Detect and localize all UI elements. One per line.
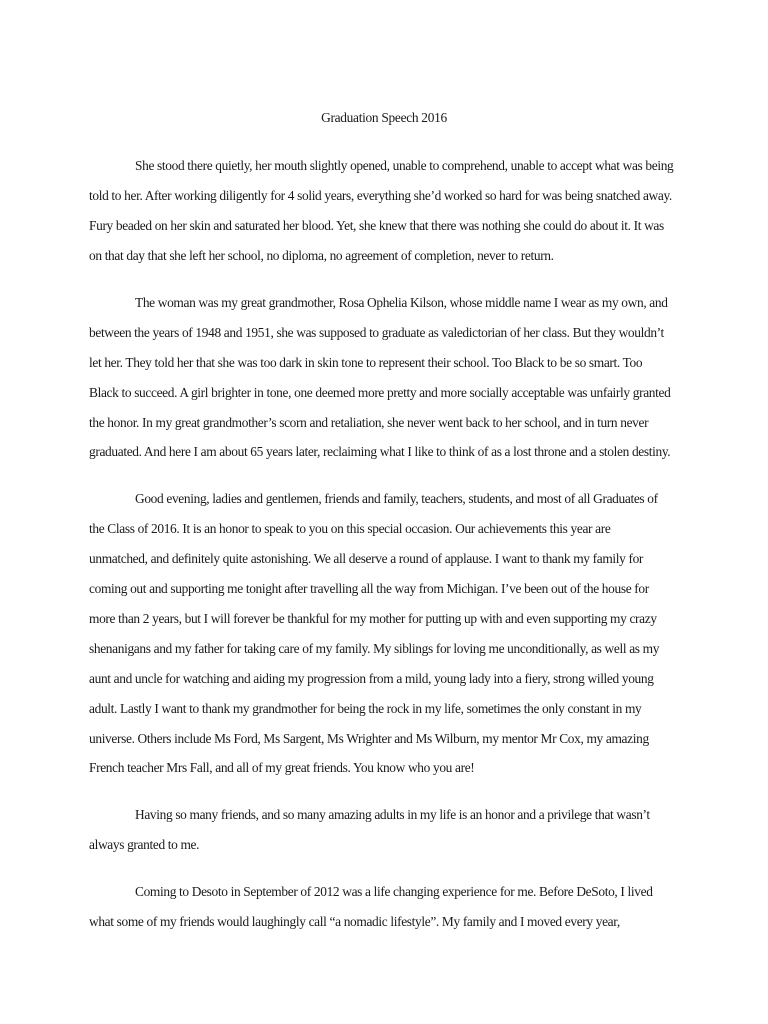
paragraph-2-line-1: The woman was my great grandmother, Rosa Ophelia Kilson, whose middle name I wear as my own, and — [135, 295, 668, 310]
paragraph-3-line-2: the Class of 2016. It is an honor to speak to you on this special occasion. Our achievements this year are — [89, 521, 611, 536]
paragraph-3-line-6: shenanigans and my father for taking care of my family. My siblings for loving me unconditionally, as well as my — [89, 641, 660, 656]
paragraph-3-line-4: coming out and supporting me tonight after travelling all the way from Michigan. I’ve been out of the house for — [89, 581, 649, 596]
paragraph-4-line-2: always granted to me. — [89, 837, 200, 852]
paragraph-3-line-9: universe. Others include Ms Ford, Ms Sargent, Ms Wrighter and Ms Wilburn, my mentor Mr Cox, my amazing — [89, 731, 649, 746]
paragraph-1-line-4: on that day that she left her school, no diploma, no agreement of completion, never to return. — [89, 248, 554, 263]
document-title: Graduation Speech 2016 — [321, 110, 447, 125]
paragraph-3-line-8: adult. Lastly I want to thank my grandmother for being the rock in my life, sometimes the only constant in my — [89, 701, 642, 716]
paragraph-5-line-1: Coming to Desoto in September of 2012 was a life changing experience for me. Before DeSoto, I lived — [135, 884, 653, 899]
paragraph-3-line-1: Good evening, ladies and gentlemen, friends and family, teachers, students, and most of all Graduates of — [135, 491, 658, 506]
paragraph-2-line-5: the honor. In my great grandmother’s scorn and retaliation, she never went back to her school, and in turn never — [89, 415, 649, 430]
paragraph-5-line-2: what some of my friends would laughingly call “a nomadic lifestyle”. My family and I moved every year, — [89, 914, 620, 929]
paragraph-4-line-1: Having so many friends, and so many amazing adults in my life is an honor and a privilege that wasn’t — [135, 807, 650, 822]
paragraph-3-line-3: unmatched, and definitely quite astonishing. We all deserve a round of applause. I want to thank my family for — [89, 551, 644, 566]
paragraph-2-line-3: let her. They told her that she was too dark in skin tone to represent their school. Too Black to be so smart. Too — [89, 355, 643, 370]
paragraph-3-line-10: French teacher Mrs Fall, and all of my great friends. You know who you are! — [89, 760, 475, 775]
paragraph-2-line-2: between the years of 1948 and 1951, she was supposed to graduate as valedictorian of her class. But they wouldn’t — [89, 325, 664, 340]
paragraph-2-line-4: Black to succeed. A girl brighter in tone, one deemed more pretty and more socially acceptable was unfairly granted — [89, 385, 671, 400]
paragraph-1-line-1: She stood there quietly, her mouth slightly opened, unable to comprehend, unable to accept what was being — [135, 158, 674, 173]
paragraph-3-line-5: more than 2 years, but I will forever be thankful for my mother for putting up with and even supporting my crazy — [89, 611, 657, 626]
paragraph-1-line-2: told to her. After working diligently for 4 solid years, everything she’d worked so hard for was being snatched away. — [89, 188, 672, 203]
paragraph-3-line-7: aunt and uncle for watching and aiding my progression from a mild, young lady into a fiery, strong willed young — [89, 671, 654, 686]
paragraph-2-line-6: graduated. And here I am about 65 years later, reclaiming what I like to think of as a lost throne and a stolen destiny. — [89, 444, 671, 459]
paragraph-1-line-3: Fury beaded on her skin and saturated her blood. Yet, she knew that there was nothing she could do about it. It was — [89, 218, 664, 233]
